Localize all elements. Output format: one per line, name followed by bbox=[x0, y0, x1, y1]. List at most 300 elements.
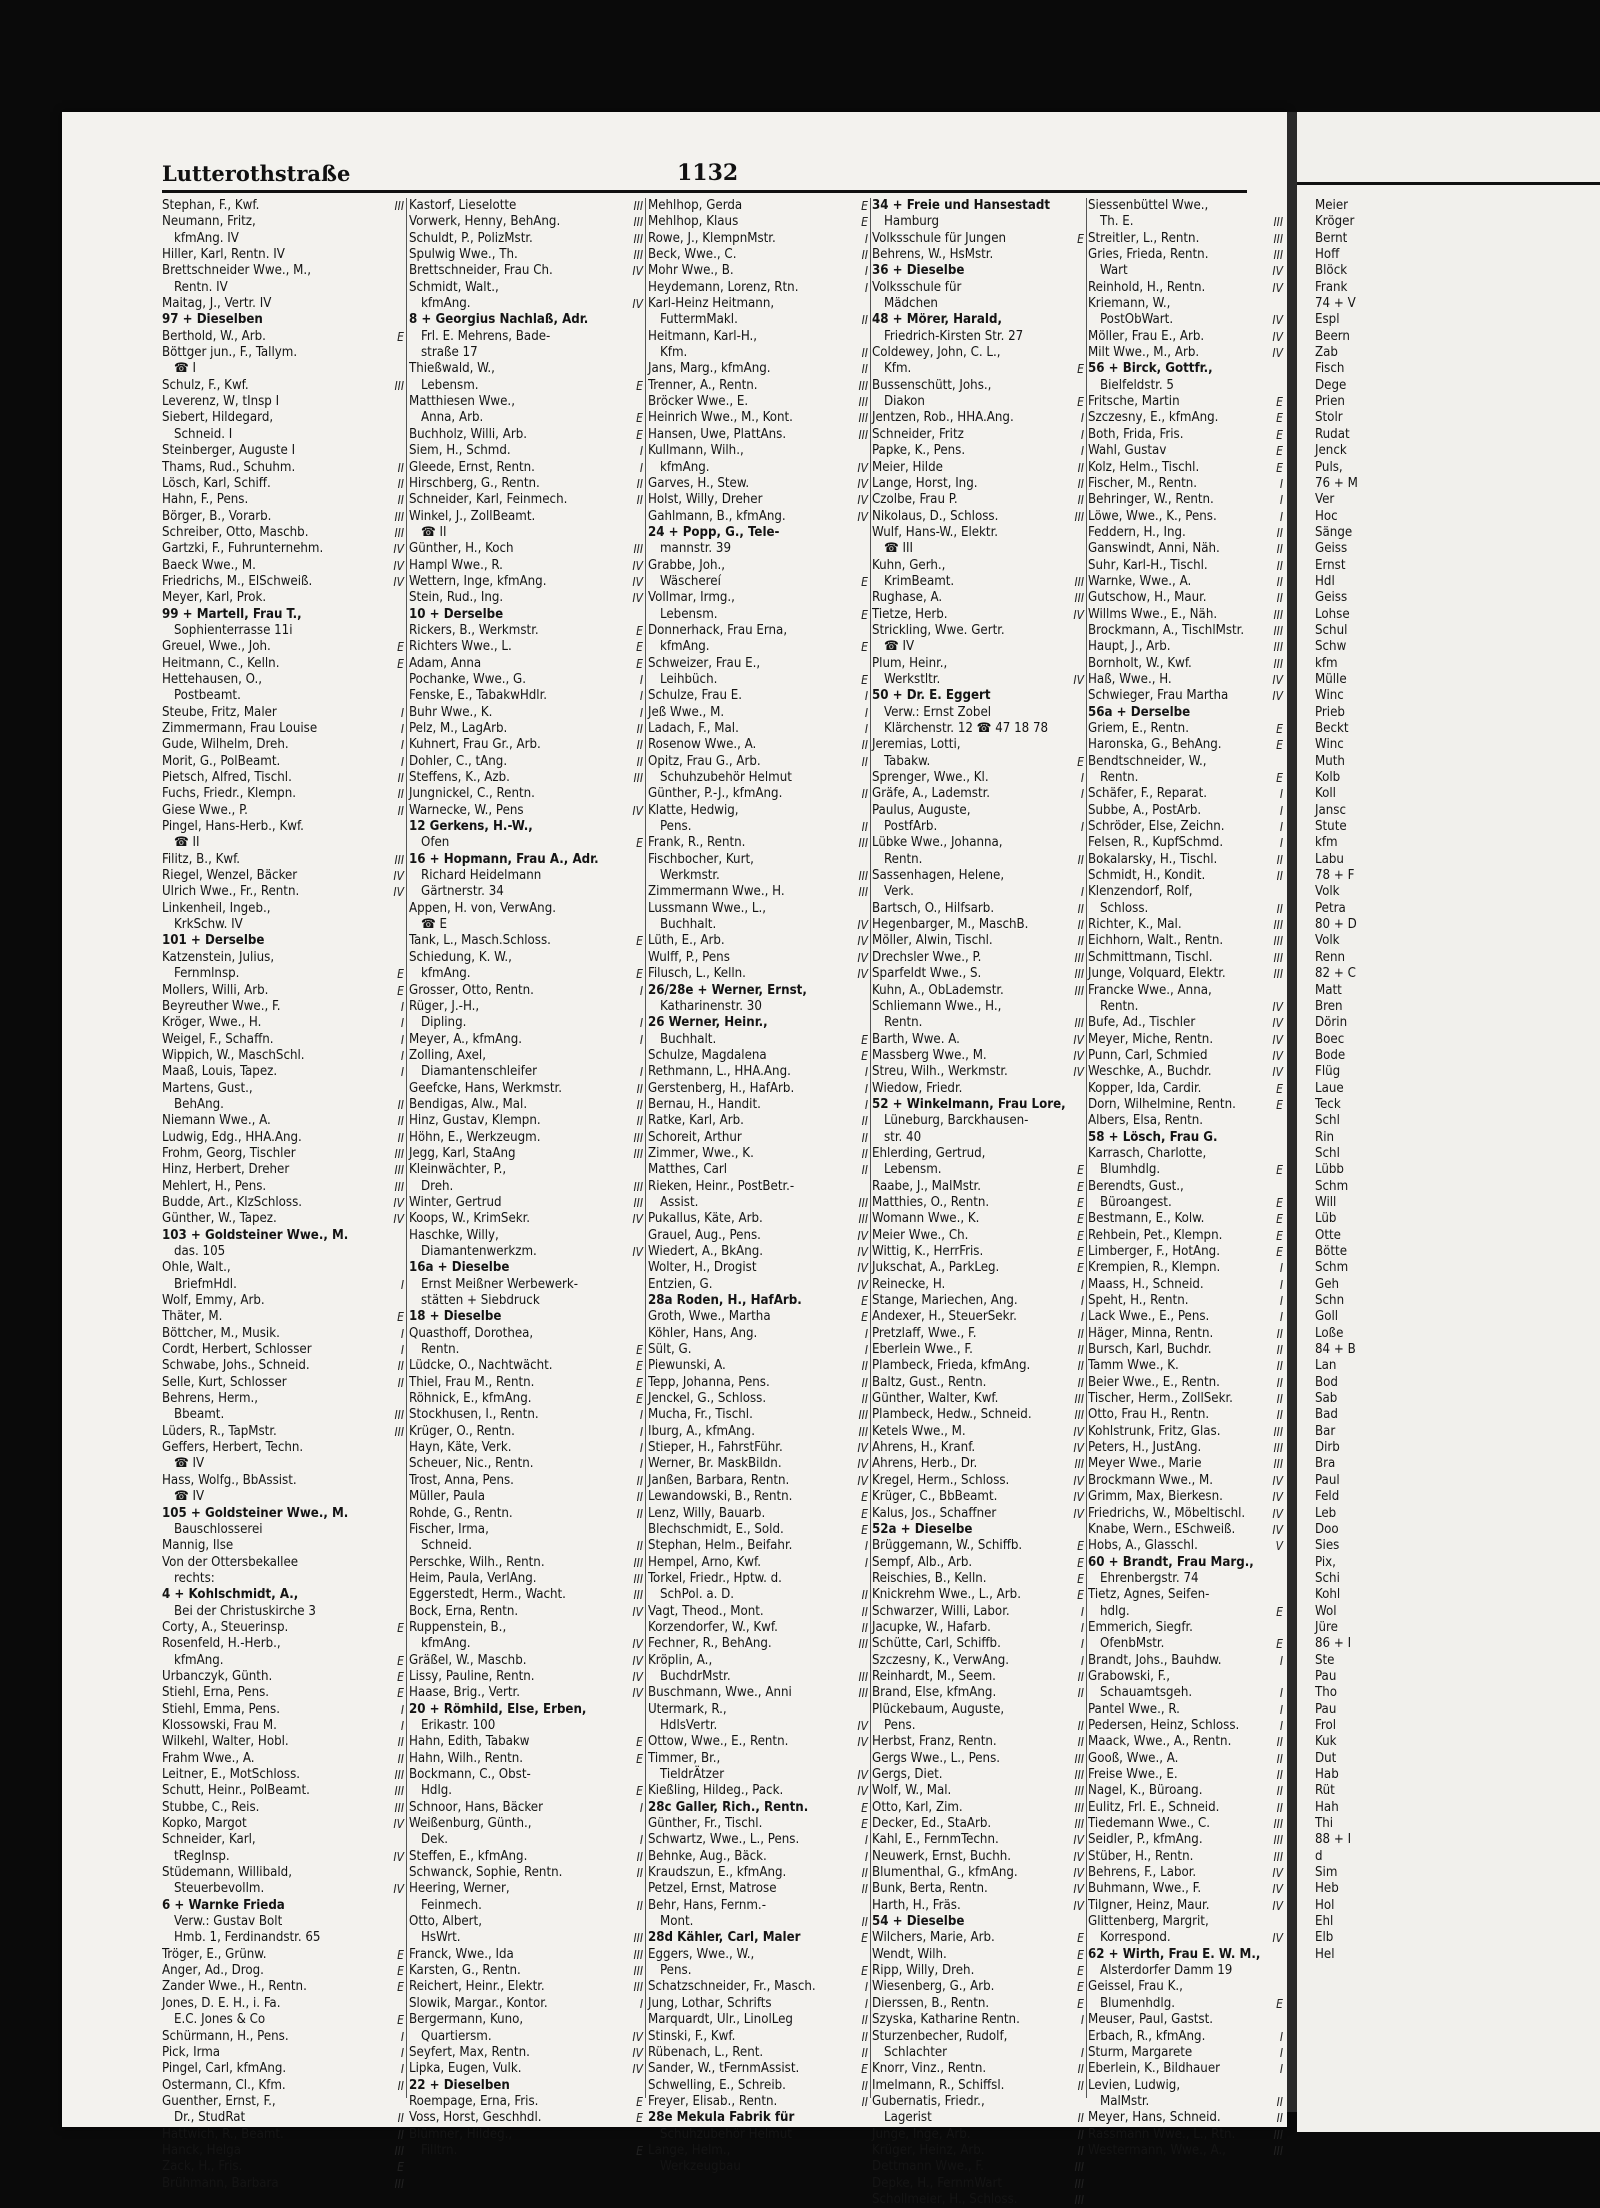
resident-entry bbox=[162, 983, 404, 999]
floor-marker: E bbox=[397, 983, 404, 998]
entry-text: Behrens, F., Labor. bbox=[1088, 1865, 1197, 1881]
resident-entry bbox=[1088, 1228, 1283, 1244]
resident-entry bbox=[648, 1309, 868, 1325]
entry-text: Streitler, L., Rentn. bbox=[1088, 230, 1200, 246]
resident-entry bbox=[162, 1244, 404, 1260]
entry-text: Kraudszun, E., kfmAng. bbox=[648, 1865, 787, 1881]
resident-entry bbox=[1315, 1718, 1585, 1734]
floor-marker: III bbox=[394, 852, 404, 867]
floor-marker: IV bbox=[393, 885, 404, 900]
resident-entry bbox=[409, 443, 643, 459]
floor-marker: E bbox=[1077, 1980, 1084, 1995]
house-number-entry bbox=[1088, 1130, 1283, 1146]
entry-text: 28e Mekula Fabrik für bbox=[648, 2110, 795, 2126]
resident-entry bbox=[1088, 786, 1283, 802]
floor-marker: II bbox=[1276, 1751, 1283, 1766]
floor-marker: II bbox=[861, 1882, 868, 1897]
floor-marker: I bbox=[400, 1048, 404, 1063]
entry-text: Dege bbox=[1315, 377, 1347, 393]
resident-entry bbox=[162, 1130, 404, 1146]
entry-text: Adam, Anna bbox=[409, 655, 482, 671]
entry-text: Karrasch, Charlotte, bbox=[1088, 1145, 1207, 1161]
resident-entry bbox=[409, 1604, 643, 1620]
resident-entry bbox=[872, 999, 1084, 1015]
resident-entry bbox=[872, 2061, 1084, 2077]
entry-text: Bufe, Ad., Tischler bbox=[1088, 1015, 1196, 1031]
house-number-entry bbox=[872, 1097, 1084, 1113]
entry-text: 26/28e + Werner, Ernst, bbox=[648, 982, 807, 998]
house-number-entry bbox=[648, 983, 868, 999]
resident-entry bbox=[1088, 1097, 1283, 1113]
house-number-entry bbox=[1088, 1947, 1283, 1963]
entry-text: Quasthoff, Dorothea, bbox=[409, 1325, 534, 1341]
entry-text: Gergs, Diet. bbox=[872, 1767, 943, 1782]
resident-entry bbox=[648, 966, 868, 982]
floor-marker: III bbox=[394, 1408, 404, 1423]
floor-marker: E bbox=[397, 1964, 404, 1979]
resident-entry bbox=[409, 1947, 643, 1963]
entry-text: Börger, B., Vorarb. bbox=[162, 508, 272, 524]
resident-entry bbox=[872, 394, 1084, 410]
entry-text: Dorn, Wilhelmine, Rentn. bbox=[1088, 1096, 1236, 1112]
resident-entry bbox=[1315, 1930, 1585, 1946]
resident-entry bbox=[872, 950, 1084, 966]
resident-entry bbox=[162, 2094, 404, 2110]
entry-text: Behr, Hans, Fernm.- bbox=[648, 1897, 766, 1913]
floor-marker: I bbox=[639, 1833, 643, 1848]
resident-entry bbox=[872, 1571, 1084, 1587]
column-divider bbox=[1086, 198, 1087, 2098]
entry-text: Fischer, Irma, bbox=[409, 1521, 489, 1537]
resident-entry bbox=[1315, 1636, 1585, 1652]
resident-entry bbox=[1088, 329, 1283, 345]
house-number-entry bbox=[409, 2078, 643, 2094]
entry-text: Röhnick, E., kfmAng. bbox=[409, 1391, 532, 1407]
entry-text: Barth, Wwe. A. bbox=[872, 1031, 960, 1047]
book-gutter bbox=[1287, 112, 1297, 2112]
resident-entry bbox=[648, 1244, 868, 1260]
floor-marker: I bbox=[1080, 411, 1084, 426]
floor-marker: E bbox=[636, 411, 643, 426]
floor-marker: I bbox=[864, 722, 868, 736]
floor-marker: I bbox=[864, 1996, 868, 2011]
entry-text: Martens, Gust., bbox=[162, 1080, 253, 1096]
entry-text: Schauamtsgeh. bbox=[1100, 1685, 1193, 1701]
resident-entry bbox=[162, 1881, 404, 1897]
entry-text: Glittenberg, Margrit, bbox=[1088, 1914, 1209, 1930]
entry-text: Anger, Ad., Drog. bbox=[162, 1963, 264, 1979]
entry-text: Muth bbox=[1315, 753, 1345, 769]
entry-text: Jentzen, Rob., HHA.Ang. bbox=[872, 410, 1014, 426]
entry-text: Friedrich-Kirsten Str. 27 bbox=[884, 328, 1024, 344]
floor-marker: III bbox=[633, 542, 643, 557]
resident-entry bbox=[1315, 1816, 1585, 1832]
resident-entry bbox=[409, 1832, 643, 1848]
resident-entry bbox=[1088, 296, 1283, 312]
floor-marker: II bbox=[1276, 1800, 1283, 1815]
entry-text: Heitmann, C., Kelln. bbox=[162, 655, 280, 671]
floor-marker: I bbox=[1279, 1294, 1283, 1309]
floor-marker: IV bbox=[1272, 1065, 1283, 1080]
resident-entry bbox=[1088, 231, 1283, 247]
entry-text: Filusch, L., Kelln. bbox=[648, 966, 746, 982]
entry-text: Levien, Ludwig, bbox=[1088, 2077, 1181, 2093]
floor-marker: E bbox=[861, 1964, 868, 1979]
floor-marker: I bbox=[639, 444, 643, 459]
entry-text: Harth, H., Fräs. bbox=[872, 1897, 961, 1913]
entry-text: Schul bbox=[1315, 622, 1348, 638]
entry-text: Sprenger, Wwe., Kl. bbox=[872, 770, 989, 786]
resident-entry bbox=[162, 1113, 404, 1129]
entry-text: Tamm Wwe., K. bbox=[1088, 1358, 1179, 1374]
entry-text: Stiehl, Emma, Pens. bbox=[162, 1701, 281, 1717]
floor-marker: IV bbox=[1272, 1866, 1283, 1881]
floor-marker: IV bbox=[1272, 1931, 1283, 1946]
entry-text: Felsen, R., KupfSchmd. bbox=[1088, 835, 1224, 851]
entry-text: 56 + Birck, Gottfr., bbox=[1088, 361, 1213, 377]
entry-text: 4 + Kohlschmidt, A., bbox=[162, 1587, 299, 1603]
resident-entry bbox=[409, 803, 643, 819]
entry-text: Albers, Elsa, Rentn. bbox=[1088, 1113, 1204, 1129]
resident-entry bbox=[162, 1963, 404, 1979]
floor-marker: III bbox=[1074, 1392, 1084, 1407]
entry-text: Maack, Wwe., A., Rentn. bbox=[1088, 1734, 1232, 1750]
entry-text: BehAng. bbox=[174, 1096, 224, 1112]
entry-text: Junge, Inge, Arb. bbox=[872, 2126, 971, 2142]
resident-entry bbox=[1315, 1898, 1585, 1914]
entry-text: Willms Wwe., E., Näh. bbox=[1088, 606, 1218, 622]
floor-marker: IV bbox=[857, 1277, 868, 1292]
resident-entry bbox=[162, 1326, 404, 1342]
floor-marker: III bbox=[1273, 623, 1283, 638]
resident-entry bbox=[648, 1653, 868, 1669]
resident-entry bbox=[162, 1260, 404, 1276]
resident-entry bbox=[162, 754, 404, 770]
entry-text: Trenner, A., Rentn. bbox=[648, 377, 758, 393]
resident-entry bbox=[872, 966, 1084, 982]
entry-text: Rübenach, L., Rent. bbox=[648, 2044, 764, 2060]
resident-entry bbox=[872, 1718, 1084, 1734]
floor-marker: I bbox=[1279, 1686, 1283, 1701]
resident-entry bbox=[872, 1881, 1084, 1897]
floor-marker: I bbox=[1279, 493, 1283, 508]
resident-entry bbox=[162, 2159, 404, 2175]
resident-entry bbox=[648, 1146, 868, 1162]
entry-text: Dettmann Wwe., F. bbox=[872, 2159, 984, 2175]
floor-marker: II bbox=[861, 1620, 868, 1635]
floor-marker: E bbox=[1276, 1604, 1283, 1619]
entry-text: Hah bbox=[1315, 1799, 1339, 1815]
resident-entry bbox=[648, 1587, 868, 1603]
entry-text: Schuhzubehör Helmut bbox=[660, 2126, 792, 2142]
floor-marker: E bbox=[1077, 754, 1084, 769]
resident-entry bbox=[162, 1555, 404, 1571]
floor-marker: IV bbox=[1272, 280, 1283, 295]
entry-text: Bockmann, C., Obst- bbox=[409, 1767, 531, 1782]
entry-text: 56a + Derselbe bbox=[1088, 704, 1191, 720]
floor-marker: II bbox=[861, 2078, 868, 2093]
floor-marker: E bbox=[1276, 395, 1283, 410]
resident-entry bbox=[162, 852, 404, 868]
entry-text: kfm bbox=[1315, 835, 1338, 851]
entry-text: 97 + Dieselben bbox=[162, 312, 263, 328]
entry-text: Lebensm. bbox=[421, 377, 479, 393]
entry-text: SchPol. a. D. bbox=[660, 1587, 735, 1603]
floor-marker: IV bbox=[632, 558, 643, 573]
entry-text: Mehlert, H., Pens. bbox=[162, 1178, 267, 1194]
resident-entry bbox=[409, 1342, 643, 1358]
resident-entry bbox=[162, 1914, 404, 1930]
resident-entry bbox=[1315, 492, 1585, 508]
floor-marker: IV bbox=[1073, 1441, 1084, 1456]
entry-text: E.C. Jones & Co bbox=[174, 2012, 266, 2028]
resident-entry bbox=[1088, 1489, 1283, 1505]
entry-text: Will bbox=[1315, 1194, 1337, 1210]
resident-entry bbox=[1088, 1195, 1283, 1211]
entry-text: Brockmann, A., TischlMstr. bbox=[1088, 622, 1245, 638]
resident-entry bbox=[162, 672, 404, 688]
resident-entry bbox=[872, 1358, 1084, 1374]
resident-entry bbox=[162, 1849, 404, 1865]
entry-text: Lenz, Willy, Bauarb. bbox=[648, 1505, 766, 1521]
floor-marker: III bbox=[858, 1408, 868, 1423]
resident-entry bbox=[1088, 1751, 1283, 1767]
entry-text: Wolf, W., Mal. bbox=[872, 1783, 952, 1799]
resident-entry bbox=[872, 819, 1084, 835]
floor-marker: II bbox=[861, 1866, 868, 1881]
floor-marker: IV bbox=[632, 1686, 643, 1701]
floor-marker: IV bbox=[1073, 1849, 1084, 1864]
resident-entry bbox=[872, 901, 1084, 917]
entry-text: Schl bbox=[1315, 1113, 1340, 1129]
resident-entry bbox=[1315, 574, 1585, 590]
entry-text: Wiedert, A., BkAng. bbox=[648, 1244, 764, 1259]
entry-text: Mannig, Ilse bbox=[162, 1538, 234, 1554]
resident-entry bbox=[1315, 1456, 1585, 1472]
resident-entry bbox=[872, 1195, 1084, 1211]
resident-entry bbox=[409, 476, 643, 492]
entry-text: Erbach, R., kfmAng. bbox=[1088, 2028, 1206, 2044]
entry-text: Tho bbox=[1315, 1685, 1338, 1701]
resident-entry bbox=[872, 852, 1084, 868]
floor-marker: II bbox=[861, 2045, 868, 2060]
entry-text: Diakon bbox=[884, 394, 925, 410]
entry-text: Jansc bbox=[1315, 802, 1346, 818]
floor-marker: III bbox=[1273, 656, 1283, 671]
entry-text: Schulze, Magdalena bbox=[648, 1047, 767, 1063]
entry-text: Kröger, Wwe., H. bbox=[162, 1015, 262, 1031]
floor-marker: E bbox=[861, 215, 868, 230]
entry-text: Schlachter bbox=[884, 2044, 948, 2060]
entry-text: Tietze, Herb. bbox=[872, 606, 948, 622]
entry-text: 76 + M bbox=[1315, 475, 1358, 491]
resident-entry bbox=[1315, 1146, 1585, 1162]
entry-text: Bielfeldstr. 5 bbox=[1100, 377, 1174, 393]
floor-marker: III bbox=[1074, 591, 1084, 606]
entry-text: Matthies, O., Rentn. bbox=[872, 1194, 990, 1210]
entry-text: 8 + Georgius Nachlaß, Adr. bbox=[409, 312, 589, 328]
resident-entry bbox=[1088, 2078, 1283, 2094]
resident-entry bbox=[648, 1130, 868, 1146]
resident-entry bbox=[648, 574, 868, 590]
resident-entry bbox=[648, 1211, 868, 1227]
entry-text: kfmAng. IV bbox=[174, 230, 239, 246]
entry-text: 103 + Goldsteiner Wwe., M. bbox=[162, 1227, 349, 1243]
entry-text: Paulus, Auguste, bbox=[872, 802, 971, 818]
entry-text: Buchholz, Willi, Arb. bbox=[409, 426, 527, 442]
resident-entry bbox=[1315, 198, 1585, 214]
resident-entry bbox=[409, 1669, 643, 1685]
resident-entry bbox=[648, 1064, 868, 1080]
entry-text: Zander Wwe., H., Rentn. bbox=[162, 1979, 307, 1995]
resident-entry bbox=[1315, 1669, 1585, 1685]
resident-entry bbox=[409, 1636, 643, 1652]
entry-text: Papke, K., Pens. bbox=[872, 443, 966, 459]
resident-entry bbox=[872, 868, 1084, 884]
resident-entry bbox=[872, 541, 1084, 557]
floor-marker: II bbox=[1077, 1735, 1084, 1750]
entry-text: Günther, H., Koch bbox=[409, 541, 514, 557]
resident-entry bbox=[1088, 1767, 1283, 1783]
entry-text: Guenther, Ernst, F., bbox=[162, 2093, 276, 2109]
entry-text: Kolz, Helm., Tischl. bbox=[1088, 459, 1200, 475]
entry-text: PostfArb. bbox=[884, 819, 938, 835]
resident-entry bbox=[648, 1604, 868, 1620]
floor-marker: III bbox=[1074, 1817, 1084, 1832]
entry-text: Niemann Wwe., A. bbox=[162, 1113, 271, 1129]
entry-text: Flüg bbox=[1315, 1064, 1341, 1080]
floor-marker: E bbox=[397, 656, 404, 671]
resident-entry bbox=[872, 983, 1084, 999]
entry-text: Lüneburg, Barckhausen- bbox=[884, 1113, 1029, 1129]
entry-text: Hol bbox=[1315, 1897, 1335, 1913]
entry-text: Brandt, Johs., Bauhdw. bbox=[1088, 1652, 1222, 1668]
entry-text: Kuhn, A., ObLademstr. bbox=[872, 982, 1004, 998]
floor-marker: II bbox=[861, 1130, 868, 1145]
resident-entry bbox=[409, 1146, 643, 1162]
entry-text: Schäfer, F., Reparat. bbox=[1088, 786, 1208, 802]
entry-text: Steube, Fritz, Maler bbox=[162, 704, 277, 720]
resident-entry bbox=[1315, 1440, 1585, 1456]
floor-marker: II bbox=[861, 820, 868, 835]
entry-text: Hettehausen, O., bbox=[162, 671, 263, 687]
floor-marker: II bbox=[1077, 493, 1084, 508]
resident-entry bbox=[162, 345, 404, 361]
entry-text: Massberg Wwe., M. bbox=[872, 1047, 987, 1063]
entry-text: Thiel, Frau M., Rentn. bbox=[409, 1374, 535, 1390]
floor-marker: I bbox=[1279, 1702, 1283, 1717]
entry-text: Heering, Werner, bbox=[409, 1881, 510, 1897]
entry-text: Schn bbox=[1315, 1293, 1345, 1309]
floor-marker: IV bbox=[857, 934, 868, 949]
entry-text: Sies bbox=[1315, 1538, 1340, 1554]
floor-marker: II bbox=[861, 1163, 868, 1178]
resident-entry bbox=[648, 247, 868, 263]
floor-marker: E bbox=[1077, 1931, 1084, 1946]
floor-marker: III bbox=[858, 885, 868, 900]
entry-text: Werkmstr. bbox=[660, 868, 720, 884]
resident-entry bbox=[872, 1751, 1084, 1767]
resident-entry bbox=[1315, 1832, 1585, 1848]
resident-entry bbox=[1088, 901, 1283, 917]
floor-marker: I bbox=[1279, 509, 1283, 524]
house-number-entry bbox=[162, 1506, 404, 1522]
resident-entry bbox=[648, 2012, 868, 2028]
resident-entry bbox=[409, 1898, 643, 1914]
resident-entry bbox=[648, 1407, 868, 1423]
entry-text: Hirschberg, G., Rentn. bbox=[409, 475, 540, 491]
floor-marker: III bbox=[858, 427, 868, 442]
resident-entry bbox=[409, 1930, 643, 1946]
entry-text: Hansen, Uwe, PlattAns. bbox=[648, 426, 787, 442]
entry-text: 101 + Derselbe bbox=[162, 933, 265, 949]
floor-marker: I bbox=[1080, 787, 1084, 802]
entry-text: Gooß, Wwe., A. bbox=[1088, 1750, 1179, 1766]
entry-text: Grimm, Max, Bierkesn. bbox=[1088, 1489, 1223, 1505]
entry-text: Friedrichs, W., Möbeltischl. bbox=[1088, 1505, 1246, 1521]
entry-text: Hinz, Gustav, Klempn. bbox=[409, 1113, 541, 1129]
entry-text: Klossowski, Frau M. bbox=[162, 1717, 277, 1733]
house-number-entry bbox=[1088, 361, 1283, 377]
floor-marker: E bbox=[636, 836, 643, 851]
resident-entry bbox=[1315, 1522, 1585, 1538]
resident-entry bbox=[872, 1849, 1084, 1865]
floor-marker: I bbox=[864, 1539, 868, 1554]
floor-marker: E bbox=[636, 1392, 643, 1407]
resident-entry bbox=[162, 378, 404, 394]
floor-marker: II bbox=[397, 1375, 404, 1390]
entry-text: kfmAng. bbox=[660, 459, 710, 475]
resident-entry bbox=[1315, 1391, 1585, 1407]
entry-text: straße 17 bbox=[421, 345, 478, 361]
floor-marker: E bbox=[636, 2094, 643, 2109]
entry-text: Schürmann, H., Pens. bbox=[162, 2028, 289, 2044]
entry-text: Reinecke, H. bbox=[872, 1276, 946, 1292]
resident-entry bbox=[872, 1293, 1084, 1309]
resident-entry bbox=[648, 1555, 868, 1571]
resident-entry bbox=[162, 1081, 404, 1097]
entry-text: Wippich, W., MaschSchl. bbox=[162, 1047, 305, 1063]
floor-marker: IV bbox=[632, 2045, 643, 2060]
entry-text: Freise Wwe., E. bbox=[1088, 1767, 1178, 1782]
entry-text: Plambeck, Frieda, kfmAng. bbox=[872, 1358, 1031, 1374]
entry-text: Heim, Paula, VerlAng. bbox=[409, 1570, 537, 1586]
entry-text: Böttcher, M., Musik. bbox=[162, 1325, 280, 1341]
entry-text: Dohler, C., tAng. bbox=[409, 753, 508, 769]
resident-entry bbox=[162, 1358, 404, 1374]
floor-marker: II bbox=[636, 1849, 643, 1864]
entry-text: Groth, Wwe., Martha bbox=[648, 1309, 771, 1325]
floor-marker: IV bbox=[1073, 1490, 1084, 1505]
resident-entry bbox=[1315, 525, 1585, 541]
resident-entry bbox=[1088, 2029, 1283, 2045]
entry-text: Pingel, Carl, kfmAng. bbox=[162, 2061, 287, 2077]
resident-entry bbox=[409, 1489, 643, 1505]
resident-entry bbox=[162, 1538, 404, 1554]
entry-text: Ste bbox=[1315, 1652, 1335, 1668]
resident-entry bbox=[1088, 1473, 1283, 1489]
floor-marker: II bbox=[397, 1751, 404, 1766]
floor-marker: IV bbox=[1272, 313, 1283, 328]
floor-marker: IV bbox=[393, 1212, 404, 1227]
entry-text: Hegenbarger, M., MaschB. bbox=[872, 917, 1029, 933]
resident-entry bbox=[162, 803, 404, 819]
resident-entry bbox=[1088, 2094, 1283, 2110]
entry-text: Blumenhdlg. bbox=[1100, 1995, 1175, 2011]
resident-entry bbox=[409, 1800, 643, 1816]
entry-text: Büroangest. bbox=[1100, 1194, 1172, 1210]
resident-entry bbox=[1088, 950, 1283, 966]
